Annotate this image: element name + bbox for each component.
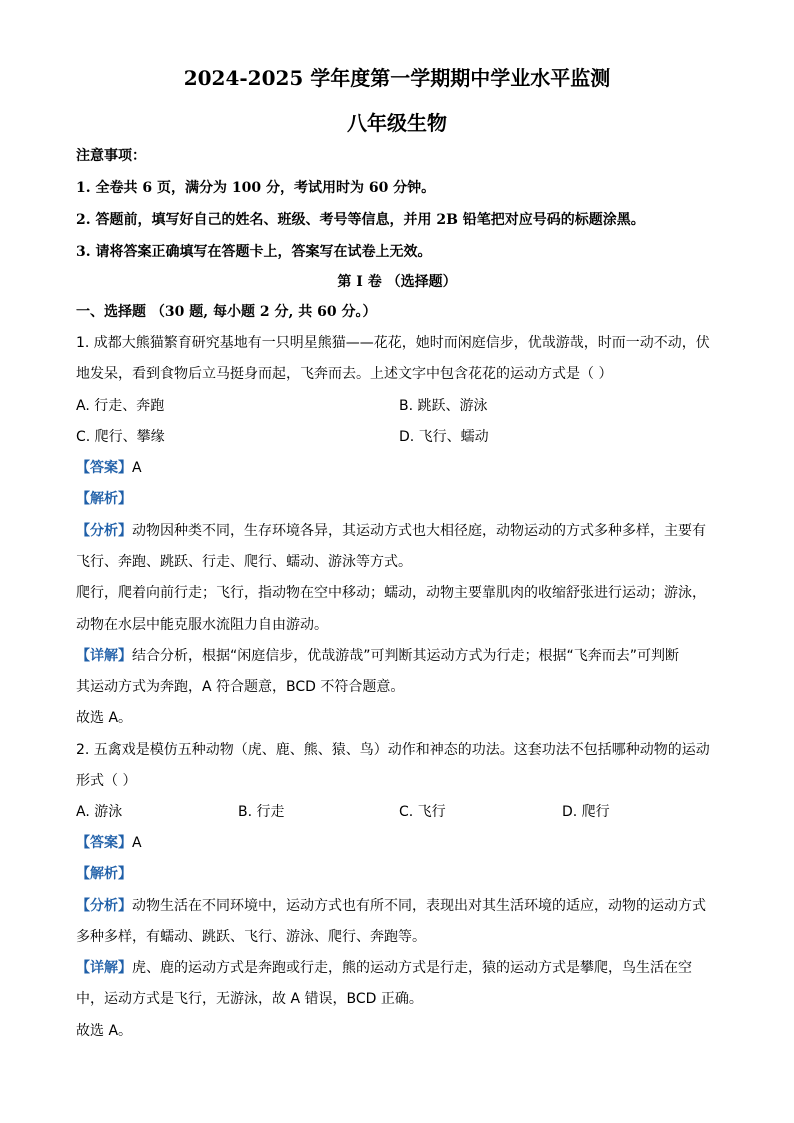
analysis-tag: 【解析】 (76, 866, 132, 882)
notice-item-2: 2. 答题前，填写好自己的姓名、班级、考号等信息，并用 2B 铅笔把对应号码的标题涂黑。 (76, 212, 645, 228)
xiangjie-text: 虎、鹿的运动方式是奔跑或行走，熊的运动方式是行走，猿的运动方式是攀爬，鸟生活在空 (132, 960, 692, 976)
answer-value: A (132, 460, 142, 476)
q2-option-c: C. 飞行 (399, 804, 446, 820)
q1-stem-line-2: 地发呆，看到食物后立马挺身而起，飞奔而去。上述文字中包含花花的运动方式是（ ） (76, 366, 613, 382)
q2-option-b: B. 行走 (238, 804, 285, 820)
q1-option-a: A. 行走、奔跑 (76, 398, 165, 414)
q2-stem-line-1: 2. 五禽戏是模仿五种动物（虎、鹿、熊、猿、鸟）动作和神态的功法。这套功法不包括哪种动物的运动 (76, 742, 710, 758)
page-title: 2024-2025 学年度第一学期期中学业水平监测 (183, 66, 611, 90)
q2-stem-line-2: 形式（ ） (76, 773, 137, 789)
fenxi-text: 动物生活在不同环境中，运动方式也有所不同，表现出对其生活环境的适应，动物的运动方式 (132, 898, 706, 914)
q1-option-b: B. 跳跃、游泳 (399, 398, 488, 414)
q2-fenxi-line-1 (76, 896, 716, 916)
notice-item-3: 3. 请将答案正确填写在答题卡上，答案写在试卷上无效。 (76, 244, 432, 260)
q2-xiangjie-line-2: 中，运动方式是飞行，无游泳，故 A 错误，BCD 正确。 (76, 991, 423, 1007)
q2-option-d: D. 爬行 (562, 804, 610, 820)
q1-fenxi-line-3: 爬行，爬着向前行走；飞行，指动物在空中移动；蠕动，动物主要靠肌肉的收缩舒张进行运动；游泳， (76, 585, 706, 601)
q1-answer (76, 458, 716, 478)
q1-analysis-heading (76, 489, 716, 509)
fenxi-tag: 【分析】 (76, 898, 132, 914)
q1-option-c: C. 爬行、攀缘 (76, 429, 165, 445)
q1-conclusion: 故选 A。 (76, 710, 133, 726)
analysis-tag: 【解析】 (76, 491, 132, 507)
q1-fenxi-line-2: 飞行、奔跑、跳跃、行走、爬行、蠕动、游泳等方式。 (76, 554, 412, 570)
xiangjie-text: 结合分析，根据“闲庭信步，优哉游哉”可判断其运动方式为行走；根据“飞奔而去”可判断 (132, 648, 680, 664)
notice-heading: 注意事项： (76, 148, 146, 164)
notice-item-1: 1. 全卷共 6 页，满分为 100 分，考试用时为 60 分钟。 (76, 180, 436, 196)
fenxi-tag: 【分析】 (76, 523, 132, 539)
xiangjie-tag: 【详解】 (76, 648, 132, 664)
answer-tag: 【答案】 (76, 835, 132, 851)
answer-tag: 【答案】 (76, 460, 132, 476)
section-heading: 一、选择题 （30 题, 每小题 2 分, 共 60 分。） (76, 304, 377, 320)
fenxi-text: 动物因种类不同，生存环境各异，其运动方式也大相径庭，动物运动的方式多种多样，主要有 (132, 523, 706, 539)
page-subtitle: 八年级生物 (347, 111, 447, 135)
answer-value: A (132, 835, 142, 851)
q2-fenxi-line-2: 多种多样，有蠕动、跳跃、飞行、游泳、爬行、奔跑等。 (76, 929, 426, 945)
xiangjie-tag: 【详解】 (76, 960, 132, 976)
q2-conclusion: 故选 A。 (76, 1023, 133, 1039)
q2-xiangjie-line-1 (76, 958, 716, 978)
q1-option-d: D. 飞行、蠕动 (399, 429, 489, 445)
q1-xiangjie-line-1 (76, 646, 716, 666)
q1-stem-line-1: 1. 成都大熊猫繁育研究基地有一只明星熊猫——花花，她时而闲庭信步，优哉游哉，时而一动不动，伏 (76, 335, 710, 351)
q1-fenxi-line-4: 动物在水层中能克服水流阻力自由游动。 (76, 617, 328, 633)
q1-fenxi-line-1 (76, 521, 716, 541)
q2-answer (76, 833, 716, 853)
q2-option-a: A. 游泳 (76, 804, 123, 820)
q1-xiangjie-line-2: 其运动方式为奔跑，A 符合题意，BCD 不符合题意。 (76, 679, 405, 695)
volume-heading: 第 I 卷 （选择题） (337, 274, 457, 290)
q2-analysis-heading (76, 864, 716, 884)
